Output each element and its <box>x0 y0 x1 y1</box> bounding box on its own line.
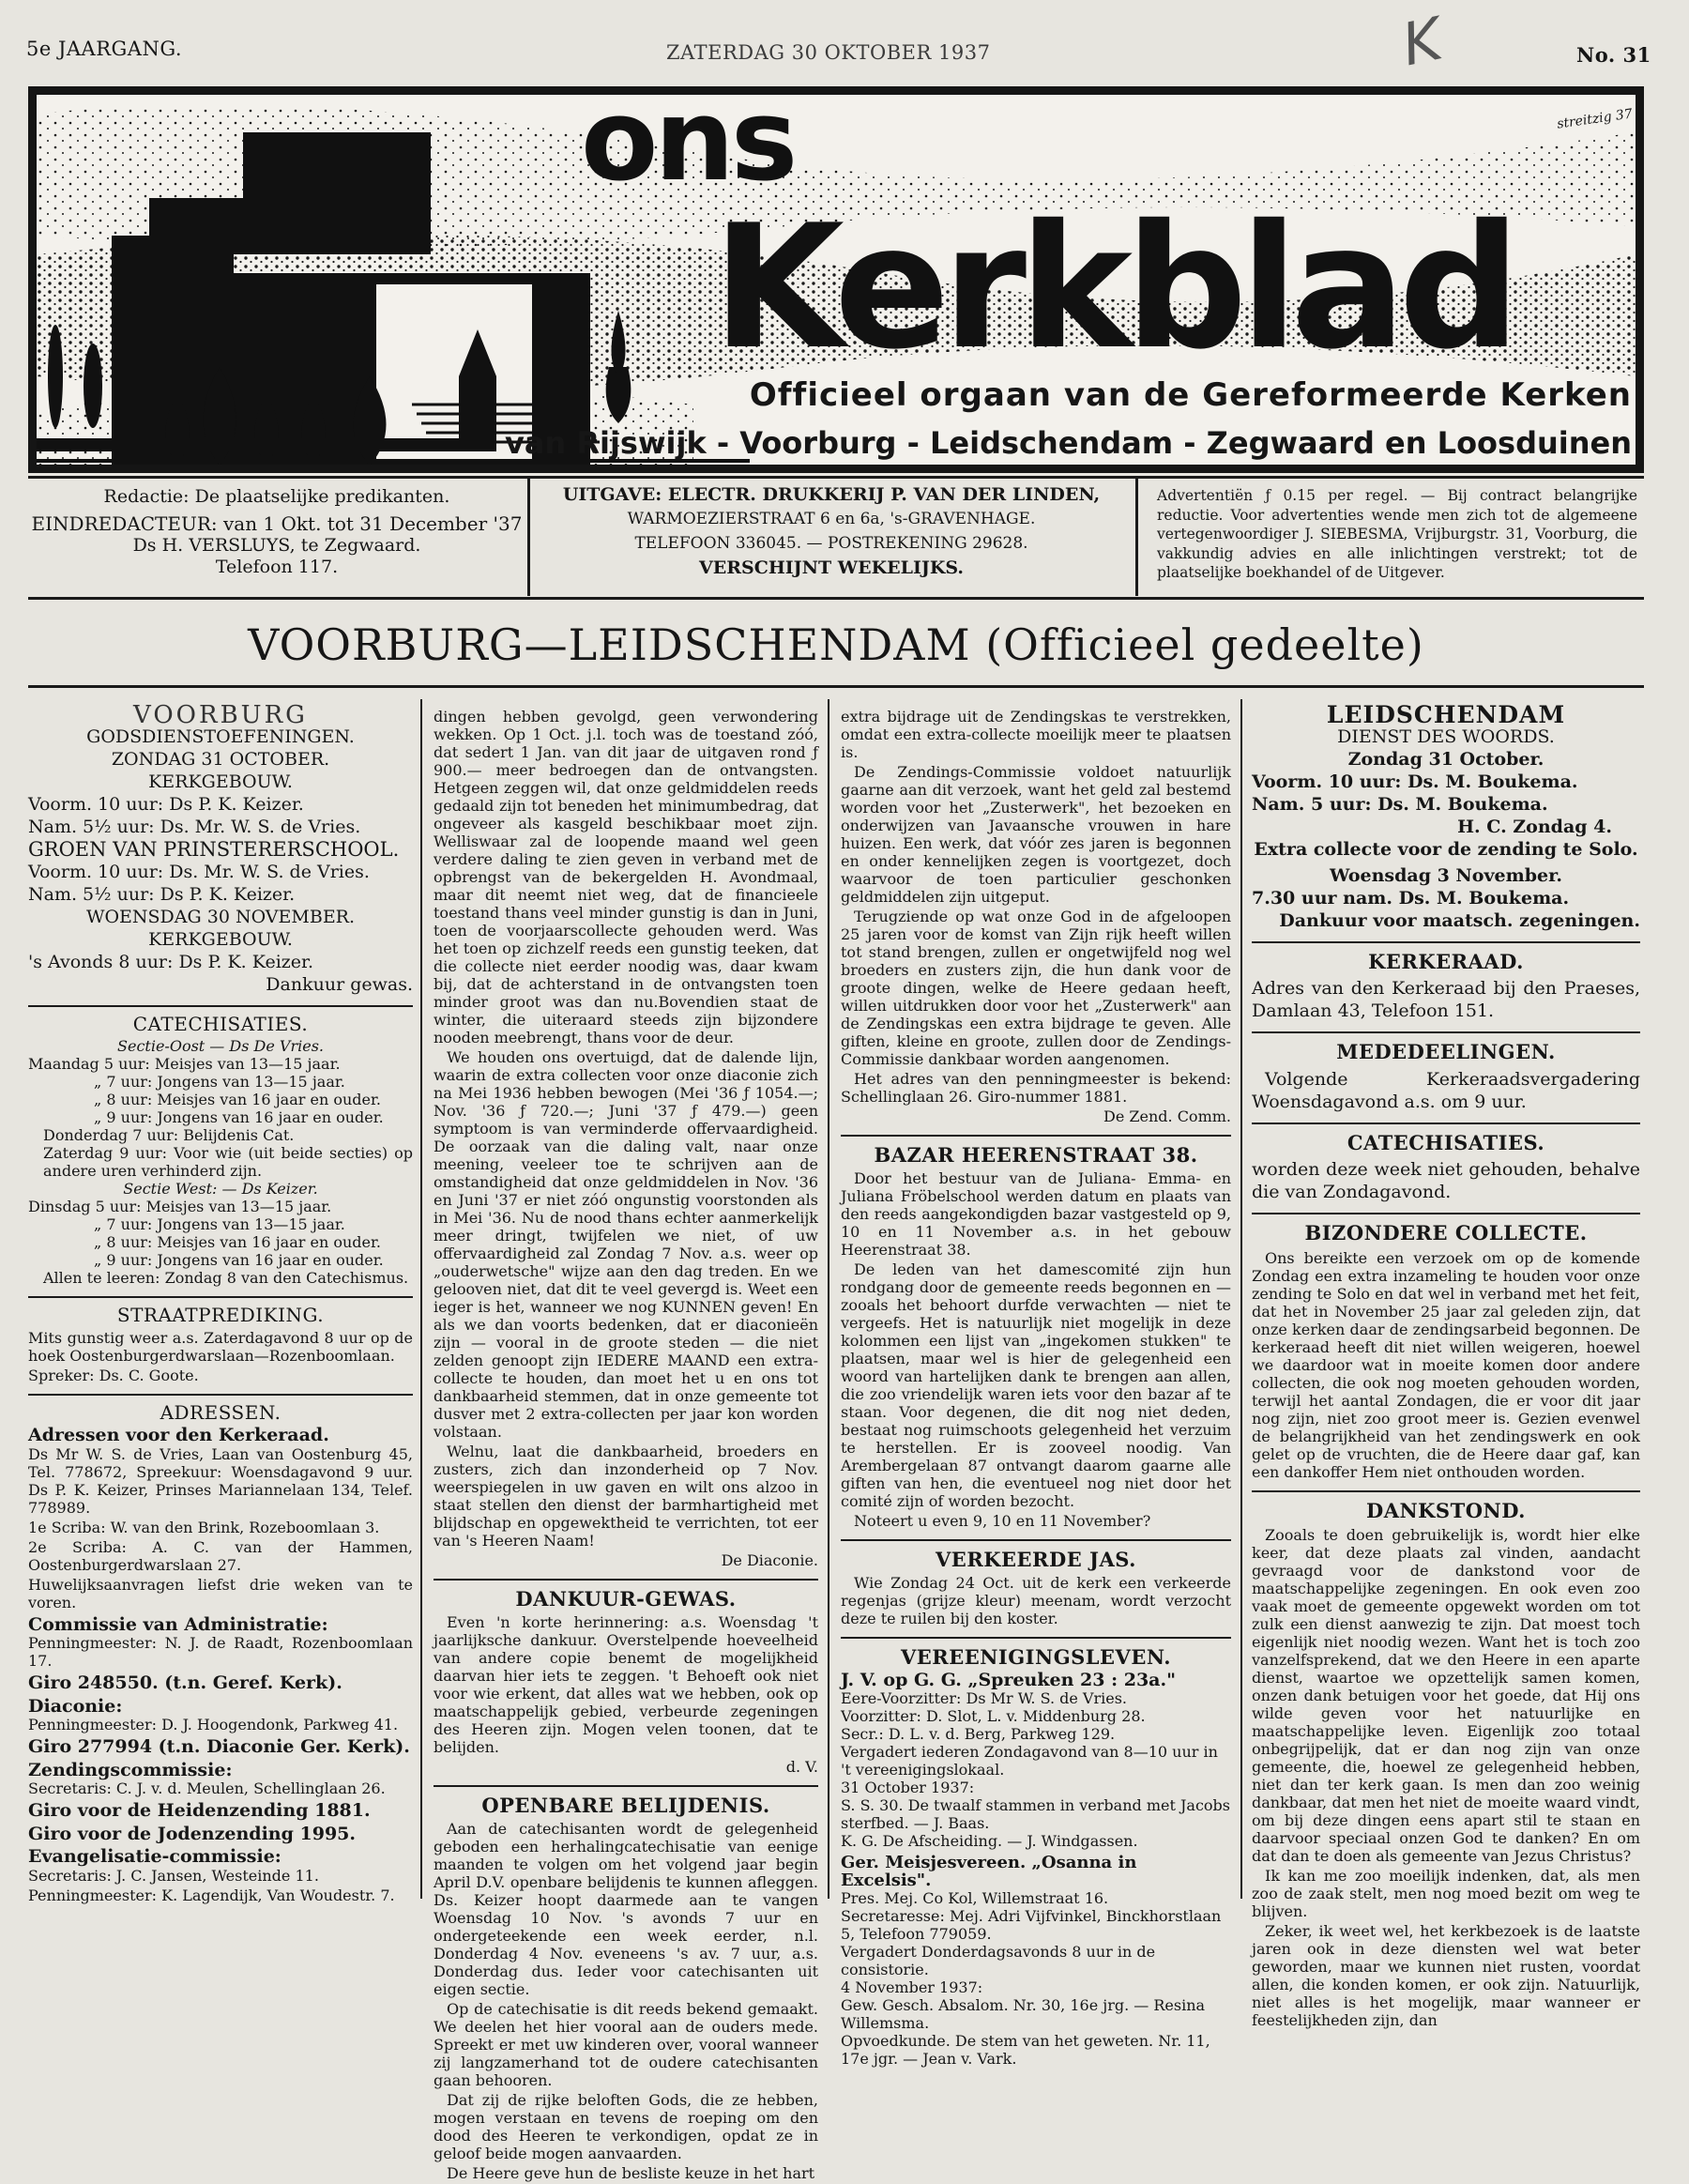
catechisation-heading: CATECHISATIES. <box>1347 1130 1545 1154</box>
service-line: Nam. 5½ uur: Ds. Mr. W. S. de Vries. <box>28 816 361 837</box>
editorial-line: Redactie: De plaatselijke predikanten. <box>103 486 450 507</box>
catechisation-line: „ 9 uur: Jongens van 16 jaar en ouder. <box>94 1251 384 1269</box>
article-paragraph: Even 'n korte herinnering: a.s. Woensdag 't jaarlijksche dankuur. Overstelpende hoeveelheid van andere copie benemt de mogelijkheid daarvan hier iets te zeggen. 't Behoeft ook niet voor wie erkent, dat alles wat we hebben, ook op maatschappelijk gebied, verbeurde zegeningen des Heeren zijn. Mogen velen toonen, dat te belijden. <box>434 1613 818 1756</box>
issue-date: ZATERDAG 30 OKTOBER 1937 <box>666 41 991 64</box>
column-leidschendam <box>1252 701 1640 2031</box>
column-voorburg <box>28 701 413 1906</box>
places-bar-rule <box>37 438 478 451</box>
club-line: Pres. Mej. Co Kol, Willemstraat 16. <box>841 1889 1109 1907</box>
masthead-title: Kerkblad <box>712 188 1514 387</box>
catechisation-line: Donderdag 7 uur: Belijdenis Cat. <box>43 1126 295 1144</box>
collecte-heading: BIZONDERE COLLECTE. <box>1304 1221 1588 1245</box>
service-note: Extra collecte voor de zending te Solo. <box>1254 838 1638 860</box>
catechisation-line: „ 7 uur: Jongens van 13—15 jaar. <box>94 1073 345 1091</box>
catechisation-heading: CATECHISATIES. <box>132 1012 309 1035</box>
address-group-heading: Diaconie: <box>28 1695 123 1717</box>
article-paragraph: Dat zij de rijke beloften Gods, die ze hebben, mogen verstaan en tevens de roeping om den dood des Heeren te verkondigen, opdat ze in geloof beide mogen aanvaarden. <box>434 2091 818 2162</box>
service-line: 's Avonds 8 uur: Ds P. K. Keizer. <box>28 951 314 972</box>
giro-line: Giro 248550. (t.n. Geref. Kerk). <box>28 1672 342 1693</box>
advert-box: Advertentiën ƒ 0.15 per regel. — Bij contract belangrijke reductie. Voor advertenties wende men zich tot de algemeene vertegenwoordiger J. SIEBESMA, Vrijburgstr. 31, Voorburg, die vakkundig advies en alle inlichtingen verstrekt; tot de plaatselijke boekhandel of de Uitgever. <box>1157 487 1637 581</box>
masthead-places: van Rijswijk - Voorburg - Leidschendam - Zegwaard en Loosduinen <box>504 425 1632 461</box>
address-text: 1e Scriba: W. van den Brink, Rozeboomlaan 3. <box>28 1518 380 1536</box>
street-preaching-heading: STRAATPREDIKING. <box>116 1304 325 1326</box>
club-line: Vergadert Donderdagsavonds 8 uur in de consistorie. <box>841 1943 1156 1978</box>
publisher-line: UITGAVE: ELECTR. DRUKKERIJ P. VAN DER LINDEN, <box>562 484 1101 505</box>
vereniging-heading: VEREENIGINGSLEVEN. <box>900 1645 1172 1669</box>
catechisation-line: „ 8 uur: Meisjes van 16 jaar en ouder. <box>94 1233 381 1251</box>
article-paragraph: Ons bereikte een verzoek om op de komende Zondag een extra inzameling te houden voor onze zending te Solo en dat wel in verband met het feit, dat het in November 25 jaar zal geleden zijn, dat onze kerken daar de zendingsarbeid begonnen. De kerkeraad heeft dit niet willen weigeren, hoewel we daardoor wat in moeite komen door andere collecten, die ook nog moeten gehouden worden, terwijl het aantal Zondagen, die er voor dit jaar nog zijn, niet zoo groot meer is. Gezien evenwel de belangrijkheid van het zendingswerk en ook gelet op de vruchten, die de Heere daar gaf, kan een dankoffer Hem niet onthouden worden. <box>1252 1248 1640 1481</box>
club-line: S. S. 30. De twaalf stammen in verband met Jacobs sterfbed. — J. Baas. <box>841 1796 1230 1832</box>
masthead-banner <box>28 86 1644 473</box>
service-note: Dankuur gewas. <box>266 973 413 995</box>
article-paragraph: We houden ons overtuigd, dat de dalende lijn, waarin de extra collecten voor onze diaconie zich na Mei 1936 hebben bewogen (Mei '36 ƒ 1054.—; Nov. '36 ƒ 720.—; Juni '37 ƒ 479.—) geen symptoom is van verminderde offervaardigheid. De oorzaak van die daling valt, naar onze meening, veeleer toe te schrijven aan de omstandigheid dat onze geldmiddelen in Nov. '36 en Juni '37 er niet zóó ongunstig voorstonden als in Mei '36. Nu de nood thans echter aanmerkelijk meer dringt, twijfelen we niet, of uw offervaardigheid zal Zondag 7 Nov. a.s. weer op „ouderwetsche" wijze aan den dag treden. En we gelooven niet, dat dit te veel gevergd is. Weet een ieger is het, wanneer we nog KUNNEN geven! En als we dan voorts bedenken, dat er diaconieën zijn — vooral in de groote steden — die niet zelden genoopt zijn IEDERE MAAND een extra-collecte te houden, dan moet het u en ons tot dankbaarheid stemmen, dat in onze gemeente tot dusver met 2 extra-collecten per jaar kon worden volstaan. <box>434 1048 818 1441</box>
service-note: H. C. Zondag 4. <box>1457 816 1612 837</box>
article-signature: d. V. <box>785 1758 818 1776</box>
giro-line: Giro 277994 (t.n. Diaconie Ger. Kerk). <box>28 1736 410 1757</box>
publisher-line: TELEFOON 336045. — POSTREKENING 29628. <box>634 534 1028 553</box>
dankuur-heading: DANKUUR-GEWAS. <box>515 1587 737 1611</box>
service-line: Voorm. 10 uur: Ds P. K. Keizer. <box>28 793 304 815</box>
service-line: 7.30 uur nam. Ds. M. Boukema. <box>1252 887 1570 909</box>
editorial-box <box>28 486 525 578</box>
wednesday-heading: WOENSDAG 30 NOVEMBER. <box>85 906 356 927</box>
catechisation-line: „ 8 uur: Meisjes van 16 jaar en ouder. <box>94 1091 381 1108</box>
article-paragraph: Ik kan me zoo moeilijk indenken, dat, als men zoo de zaak stelt, men nog moed bezit om weg te blijven. <box>1252 1867 1640 1920</box>
giro-line: Giro voor de Jodenzending 1995. <box>28 1823 356 1844</box>
club-heading: J. V. op G. G. „Spreuken 23 : 23a." <box>841 1670 1177 1690</box>
article-signature: De Zend. Comm. <box>1103 1107 1231 1125</box>
article-paragraph: Volgende Kerkeraadsvergadering Woensdagavond a.s. om 9 uur. <box>1252 1068 1640 1112</box>
church-heading: KERKGEBOUW. <box>148 771 293 792</box>
catechisation-line: Maandag 5 uur: Meisjes van 13—15 jaar. <box>28 1055 341 1073</box>
service-line: Nam. 5 uur: Ds. M. Boukema. <box>1252 793 1548 815</box>
address-text: Secretaris: C. J. v. d. Meulen, Schellinglaan 26. <box>28 1779 386 1797</box>
club-line: 4 November 1937: <box>841 1978 983 1996</box>
club-line: K. G. De Afscheiding. — J. Windgassen. <box>841 1832 1138 1850</box>
address-text: Penningmeester: N. J. de Raadt, Rozenboomlaan 17. <box>28 1634 413 1670</box>
article-paragraph: Terugziende op wat onze God in de afgeloopen 25 jaren voor de komst van Zijn rijk heeft willen tot stand brengen, zullen er ongetwijfeld nog wel broeders en zusters zijn, die hun dank voor de groote dingen, welke de Heere gedaan heeft, willen uitdrukken door voor het „Zusterwerk" aan de Zendingskas een extra bijdrage te geven. Alle giften, kleine en groote, zullen door de Zendings-Commissie dankbaar worden aangenomen. <box>841 908 1231 1068</box>
article-paragraph: Zooals te doen gebruikelijk is, wordt hier elke keer, dat deze plaats zal vinden, aandacht gevraagd voor de dankstond voor de maatschappelijke zegeningen. En ook even zoo vaak moet de gemeente opgewekt worden om tot zulk een dienst aanwezig te zijn. Dat moest toch eigenlijk niet noodig wezen. Want het is toch zoo vanzelfsprekend, dat we den Heere in een aparte dienst, waartoe we opzettelijk samen komen, onzen dank betuigen voor het goede, dat Hij ons wilde geven voor het natuurlijke en maatschappelijke leven. Eigenlijk zoo totaal onbegrijpelijk, dat er dan nog zijn van onze gemeente, die, hoewel ze gelegenheid hebben, niet dan ter kerk gaan. Is men dan zoo weinig dankbaar, dat men het niet de moeite waard vindt, om bij deze dingen eens apart stil te staan en daarvoor speciaal onzen God te danken? En om dat dan te doen als gemeente van Jezus Christus? <box>1252 1526 1640 1865</box>
issue-number: No. 31 <box>1576 43 1651 67</box>
article-paragraph: Op de catechisatie is dit reeds bekend gemaakt. We deelen het hier vooral aan de ouders mede. Spreekt er met uw kinderen over, vooral wanneer zij langzamerhand tot de oudere catechisanten gaan behooren. <box>434 2000 818 2089</box>
club-line: Voorzitter: D. Slot, L. v. Middenburg 28. <box>841 1707 1146 1725</box>
services-heading: GODSDIENSTOEFENINGEN. <box>86 725 355 747</box>
editorial-line: EINDREDACTEUR: van 1 Okt. tot 31 December '37 <box>31 512 523 535</box>
club-line: 31 October 1937: <box>841 1779 975 1796</box>
bazar-heading: BAZAR HEERENSTRAAT 38. <box>874 1143 1198 1167</box>
service-line: Voorm. 10 uur: Ds. Mr. W. S. de Vries. <box>28 861 370 882</box>
giro-line: Giro voor de Heidenzending 1881. <box>28 1800 371 1821</box>
column-zending <box>841 708 1231 2068</box>
address-text: Huwelijksaanvragen liefst drie weken van te voren. <box>28 1575 413 1611</box>
article-paragraph: worden deze week niet gehouden, behalve die van Zondagavond. <box>1252 1159 1640 1202</box>
belijdenis-heading: OPENBARE BELIJDENIS. <box>481 1794 770 1817</box>
club-line: Secretaresse: Mej. Adri Vijfvinkel, Binckhorstlaan 5, Telefoon 779059. <box>841 1907 1222 1943</box>
club-line: Gew. Gesch. Absalom. Nr. 30, 16e jrg. — Resina Willemsma. <box>841 1996 1206 2032</box>
catechisation-line: „ 7 uur: Jongens van 13—15 jaar. <box>94 1215 345 1233</box>
masthead-subtitle: Officieel orgaan van de Gereformeerde Kerken <box>749 376 1632 414</box>
address-text: 2e Scriba: A. C. van der Hammen, Oostenburgerdwarslaan 27. <box>28 1537 413 1574</box>
dankstond-heading: DANKSTOND. <box>1365 1498 1526 1522</box>
article-paragraph: dingen hebben gevolgd, geen verwondering wekken. Op 1 Oct. j.l. toch was de toestand zóó, dat sedert 1 Jan. van dit jaar de uitgaven rond ƒ 900.— meer bedroegen dan de ontvangsten. Hetgeen zeggen wil, dat onze geldmiddelen reeds gedaald zijn tot beneden het minimumbedrag, dat ongeveer als kasgeld beschikbaar moet zijn. Welliswaar zal de loopende maand wel geen verdere daling te zien geven in verband met de opbrengst van de bekergelden H. Avondmaal, maar dit neemt niet weg, dat de financieele toestand thans veel minder gunstig is dan in Juni, toen de voorjaarscollecte gehouden werd. Was het toen op zichzelf reeds een gunstig teeken, dat die collecte niet eerder noodig was, daar kwam bij, dat de achterstand in de ontvangsten toen minder groot was dan nu.Bovendien staat de winter, die uiteraard steeds zijn bijzondere nooden meebrengt, thans voor de deur. <box>434 708 818 1046</box>
address-text: Penningmeester: D. J. Hoogendonk, Parkweg 41. <box>28 1716 399 1733</box>
service-line: Nam. 5½ uur: Ds P. K. Keizer. <box>28 883 296 905</box>
church-heading: KERKGEBOUW. <box>148 928 293 950</box>
editorial-line: Ds H. VERSLUYS, te Zegwaard. <box>132 535 421 556</box>
wednesday-heading: Woensdag 3 November. <box>1330 864 1562 886</box>
pencil-mark: K <box>1395 4 1448 80</box>
place-heading: VOORBURG <box>133 701 308 729</box>
article-paragraph: De Zendings-Commissie voldoet natuurlijk gaarne aan dit verzoek, want het geld zal bestemd worden voor het „Zusterwerk", het bezoeken en onderwijzen van Javaansche vrouwen in hare huizen. Een werk, dat vóór zes jaren is begonnen en onder kennelijken zegen is voortgezet, doch waarvoor de toen particulier geschonken geldmiddelen zijn uitgeput. <box>841 763 1231 906</box>
article-paragraph: extra bijdrage uit de Zendingskas te verstrekken, omdat een extra-collecte moeilijk meer te plaatsen is. <box>841 708 1231 761</box>
masthead-ons: ons <box>581 86 795 206</box>
article-paragraph: Adres van den Kerkeraad bij den Praeses, Damlaan 43, Telefoon 151. <box>1252 978 1640 1021</box>
volume-label: 5e JAARGANG. <box>26 38 183 60</box>
address-group-heading: Adressen voor den Kerkeraad. <box>28 1425 329 1445</box>
mededelingen-heading: MEDEDEELINGEN. <box>1336 1040 1556 1063</box>
address-text: Penningmeester: K. Lagendijk, Van Woudestr. 7. <box>28 1886 395 1904</box>
artist-signature: streitzig 37 <box>1556 106 1634 132</box>
publisher-box <box>531 482 1132 580</box>
service-line: Voorm. 10 uur: Ds. M. Boukema. <box>1252 771 1578 792</box>
section-title: VOORBURG—LEIDSCHENDAM (Officieel gedeelte) <box>248 619 1424 670</box>
article-paragraph: Zeker, ik weet wel, het kerkbezoek is de laatste jaren ook in deze diensten wel wat beter geworden, maar we kunnen niet rusten, voordat allen, die konden komen, er ook zijn. Natuurlijk, niet alles is het mogelijk, maar wanneer er feestelijkheden zijn, dan <box>1252 1922 1640 2029</box>
address-group-heading: Zendingscommissie: <box>28 1759 233 1780</box>
service-note: Dankuur voor maatsch. zegeningen. <box>1279 909 1640 931</box>
catechisation-line: „ 9 uur: Jongens van 16 jaar en ouder. <box>94 1108 384 1126</box>
section-east: Sectie-Oost — Ds De Vries. <box>117 1037 324 1055</box>
catechisation-line: Zaterdag 9 uur: Voor wie (uit beide secties) op andere uren verhinderd zijn. <box>43 1144 413 1180</box>
article-paragraph: Het adres van den penningmeester is bekend: Schellinglaan 26. Giro-nummer 1881. <box>841 1070 1231 1106</box>
article-paragraph: De leden van het damescomité zijn hun rondgang door de gemeente reeds begonnen en — zooals het behoort durfde verwachten — niet te vergeefs. Het is natuurlijk niet mogelijk in deze kolommen een lijst van „ingekomen stukken" te plaatsen, maar wel is hier de gelegenheid een woord van hartelijken dank te brengen aan allen, die zoo vriendelijk waren iets voor den bazar af te staan. Voor degenen, die dit nog niet deden, bestaat nog ruimschoots gelegenheid het verzuim te herstellen. Er is zooveel noodig. Van Arembergelaan 87 ontvangt daarom gaarne alle giften van hen, die eventueel nog niet door het comité zijn of worden bezocht. <box>841 1260 1231 1510</box>
catechisation-line: Allen te leeren: Zondag 8 van den Catechismus. <box>43 1269 409 1287</box>
section-west: Sectie West: — Ds Keizer. <box>123 1180 318 1198</box>
publisher-line: WARMOEZIERSTRAAT 6 en 6a, 's-GRAVENHAGE. <box>627 510 1036 528</box>
services-heading: DIENST DES WOORDS. <box>1337 725 1555 747</box>
article-paragraph: Aan de catechisanten wordt de gelegenheid geboden een herhalingcatechisatie van eenige maanden te volgen om het volgend jaar begin April D.V. openbare belijdenis te kunnen afleggen. Ds. Keizer hoopt daarmede aan te vangen Woensdag 10 Nov. 's avonds 7 uur en ondergeteekende een week eerder, n.l. Donderdag 4 Nov. eveneens 's av. 7 uur, a.s. Donderdag dus. Ieder voor catechisanten uit eigen sectie. <box>434 1820 818 1998</box>
club-heading: Ger. Meisjesvereen. „Osanna in Excelsis". <box>841 1853 1137 1890</box>
article-signature: De Diaconie. <box>721 1551 818 1569</box>
kerkeraad-heading: KERKERAAD. <box>1368 949 1524 973</box>
club-line: Vergadert iederen Zondagavond van 8—10 uur in 't vereenigingslokaal. <box>841 1743 1218 1779</box>
street-preaching-speaker: Spreker: Ds. C. Goote. <box>28 1366 199 1384</box>
sunday-heading: Zondag 31 October. <box>1347 748 1544 770</box>
article-paragraph: Wie Zondag 24 Oct. uit de kerk een verkeerde regenjas (grijze kleur) meenam, wordt verzocht deze te ruilen bij den koster. <box>841 1574 1231 1627</box>
article-paragraph: Noteert u even 9, 10 en 11 November? <box>854 1512 1151 1530</box>
jas-heading: VERKEERDE JAS. <box>936 1548 1136 1571</box>
place-heading: LEIDSCHENDAM <box>1326 701 1566 728</box>
addresses-heading: ADRESSEN. <box>160 1400 282 1424</box>
address-group-heading: Commissie van Administratie: <box>28 1613 328 1635</box>
club-line: Secr.: D. L. v. d. Berg, Parkweg 129. <box>841 1725 1116 1743</box>
sunday-heading: ZONDAG 31 OCTOBER. <box>111 748 330 770</box>
catechisation-line: Dinsdag 5 uur: Meisjes van 13—15 jaar. <box>28 1198 332 1215</box>
publisher-line: VERSCHIJNT WEKELIJKS. <box>698 557 965 578</box>
club-line: Opvoedkunde. De stem van het geweten. Nr. 11, 17e jgr. — Jean v. Vark. <box>841 2032 1210 2068</box>
article-paragraph: Welnu, laat die dankbaarheid, broeders en zusters, zich dan inzonderheid op 7 Nov. weerspiegelen in uw gaven en wilt ons alzoo in staat stellen den dienst der barmhartigheid met blijdschap en opgewektheid te verrichten, tot eer van 's Heeren Naam! <box>434 1443 818 1550</box>
column-diaconie <box>434 708 818 2184</box>
street-preaching-text: Mits gunstig weer a.s. Zaterdagavond 8 uur op de hoek Oostenburgerdwarslaan—Rozenboomlaan. <box>28 1328 413 1365</box>
address-group-heading: Evangelisatie-commissie: <box>28 1846 282 1867</box>
address-text: Secretaris: J. C. Jansen, Westeinde 11. <box>28 1866 319 1885</box>
school-heading: GROEN VAN PRINSTERERSCHOOL. <box>28 837 400 861</box>
club-line: Eere-Voorzitter: Ds Mr W. S. de Vries. <box>841 1689 1128 1707</box>
places-bar <box>37 425 1636 465</box>
address-text: Ds Mr W. S. de Vries, Laan van Oostenburg 45, Tel. 778672, Spreekuur: Woensdagavond 9 uur. Ds P. K. Keizer, Prinses Mariannelaan 134, Telef. 778989. <box>28 1444 413 1517</box>
article-paragraph: Door het bestuur van de Juliana- Emma- en Juliana Fröbelschool werden datum en plaats van den reeds aangekondigden bazar vastgesteld op 9, 10 en 11 November a.s. in het gebouw Heerenstraat 38. <box>841 1169 1231 1259</box>
article-paragraph: De Heere geve hun de besliste keuze in het hart <box>447 2164 815 2182</box>
editorial-line: Telefoon 117. <box>215 557 339 577</box>
